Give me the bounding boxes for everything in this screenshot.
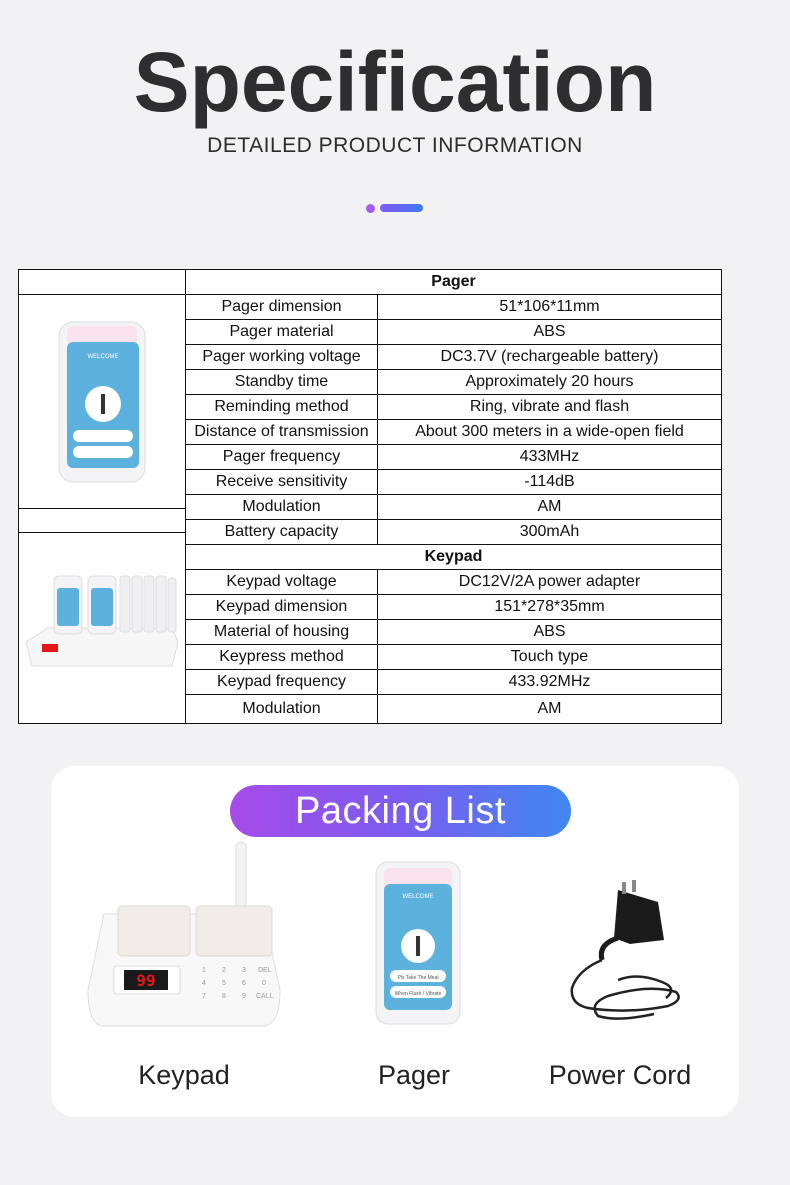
spec-value: ABS — [377, 619, 722, 645]
spec-label: Keypad frequency — [185, 669, 378, 695]
spec-label: Receive sensitivity — [185, 469, 378, 495]
pager-section-heading: Pager — [185, 269, 722, 295]
spec-label: Distance of transmission — [185, 419, 378, 445]
accent-dot — [366, 204, 375, 213]
svg-text:2: 2 — [222, 967, 226, 974]
svg-text:1: 1 — [202, 967, 206, 974]
spec-value: 433MHz — [377, 444, 722, 470]
spec-label: Pager material — [185, 319, 378, 345]
svg-text:6: 6 — [242, 980, 246, 987]
spec-label: Battery capacity — [185, 519, 378, 545]
accent-bar — [380, 204, 423, 212]
spec-label: Modulation — [185, 694, 378, 724]
svg-text:0: 0 — [262, 980, 266, 987]
spec-value: AM — [377, 494, 722, 520]
svg-text:Pls Take The Meal: Pls Take The Meal — [397, 975, 439, 981]
spec-value: 433.92MHz — [377, 669, 722, 695]
packing-item-power-cord-label: Power Cord — [548, 1060, 692, 1090]
spec-label: Pager dimension — [185, 294, 378, 320]
spec-label: Pager working voltage — [185, 344, 378, 370]
keypad-product-image — [22, 570, 182, 670]
spec-label: Standby time — [185, 369, 378, 395]
spec-value: AM — [377, 694, 722, 724]
spec-label: Keypad dimension — [185, 594, 378, 620]
svg-text:3: 3 — [242, 967, 246, 974]
spec-value: DC3.7V (rechargeable battery) — [377, 344, 722, 370]
spec-value: 51*106*11mm — [377, 294, 722, 320]
spec-value: Touch type — [377, 644, 722, 670]
spec-label: Material of housing — [185, 619, 378, 645]
spec-value: DC12V/2A power adapter — [377, 569, 722, 595]
pager-product-image — [55, 318, 151, 486]
spec-label: Reminding method — [185, 394, 378, 420]
spec-label: Pager frequency — [185, 444, 378, 470]
packing-list-title: Packing List — [230, 785, 571, 837]
keypad-illustration — [84, 840, 284, 1032]
power-cord-illustration — [558, 880, 688, 1025]
keypad-section-heading: Keypad — [185, 544, 722, 570]
svg-text:8: 8 — [222, 993, 226, 1000]
page-subtitle: DETAILED PRODUCT INFORMATION — [207, 134, 583, 157]
spec-value: -114dB — [377, 469, 722, 495]
svg-text:9: 9 — [242, 993, 246, 1000]
svg-text:7: 7 — [202, 993, 206, 1000]
svg-text:5: 5 — [222, 980, 226, 987]
spec-value: Ring, vibrate and flash — [377, 394, 722, 420]
pager-illustration — [372, 858, 464, 1028]
spec-label: Modulation — [185, 494, 378, 520]
image-spacer-cell — [18, 508, 186, 533]
image-column-header-cell — [18, 269, 186, 295]
packing-item-keypad-label: Keypad — [138, 1060, 230, 1090]
packing-item-pager-label: Pager — [377, 1060, 451, 1090]
pager-screen-welcome: WELCOME — [87, 354, 119, 360]
pager-screen-welcome: WELCOME — [402, 894, 434, 900]
spec-value: About 300 meters in a wide-open field — [377, 419, 722, 445]
svg-text:DEL: DEL — [258, 967, 272, 974]
svg-text:When Flash / Vibrate: When Flash / Vibrate — [394, 991, 442, 997]
spec-value: 151*278*35mm — [377, 594, 722, 620]
spec-value: 300mAh — [377, 519, 722, 545]
page-title: Specification — [133, 35, 657, 129]
svg-text:CALL: CALL — [256, 993, 274, 1000]
spec-value: Approximately 20 hours — [377, 369, 722, 395]
keypad-led-digits: 99 — [136, 971, 156, 990]
spec-label: Keypad voltage — [185, 569, 378, 595]
spec-label: Keypress method — [185, 644, 378, 670]
svg-text:4: 4 — [202, 980, 206, 987]
spec-value: ABS — [377, 319, 722, 345]
